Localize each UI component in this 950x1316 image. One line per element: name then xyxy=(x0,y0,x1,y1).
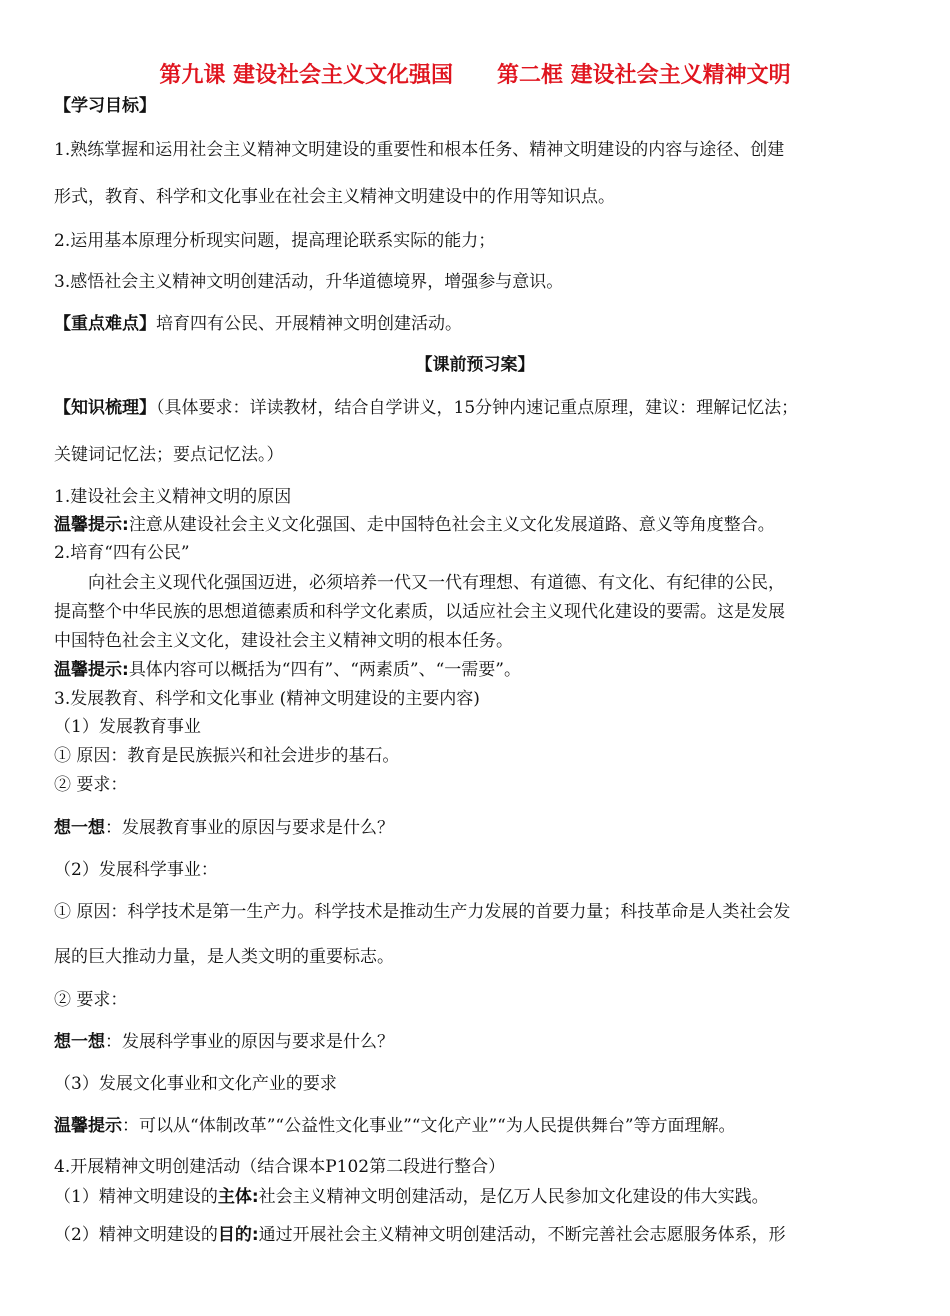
sec3-edu-reason: ① 原因：教育是民族振兴和社会进步的基石。 xyxy=(54,746,400,766)
sec3-cul-tip-text: ：可以从“体制改革”“公益性文化事业”“文化产业”“为人民提供舞台”等方面理解。 xyxy=(122,1116,736,1136)
key-points-text: 培育四有公民、开展精神文明创建活动。 xyxy=(156,314,462,334)
sec4-point-1 xyxy=(54,1186,902,1208)
title-section: 第二框 建设社会主义精神文明 xyxy=(497,63,791,88)
sec2-para-line-2: 提高整个中华民族的思想道德素质和科学文化素质，以适应社会主义现代化建设的要需。这是发展 xyxy=(54,602,785,622)
sec2-tip-label: 温馨提示: xyxy=(54,660,129,680)
sec3-title: 3.发展教育、科学和文化事业 (精神文明建设的主要内容) xyxy=(54,689,480,709)
sec3-sci-think-text: ：发展科学事业的原因与要求是什么？ xyxy=(105,1032,394,1052)
sec2-para-line-3: 中国特色社会主义文化，建设社会主义精神文明的根本任务。 xyxy=(54,631,513,651)
sec3-edu-think-label: 想一想 xyxy=(54,818,105,838)
sec3-sci-think-label: 想一想 xyxy=(54,1032,105,1052)
sec3-edu-think xyxy=(54,817,902,839)
sec3-edu-req: ② 要求： xyxy=(54,775,128,795)
knowledge-requirements xyxy=(54,397,902,419)
sec4-point-2-keyword: 目的: xyxy=(217,1225,259,1245)
sec3-cul-tip xyxy=(54,1115,902,1137)
sec4-point-2 xyxy=(54,1224,902,1246)
knowledge-req-line-2: 关键词记忆法；要点记忆法。） xyxy=(54,445,284,465)
knowledge-label: 【知识梳理】 xyxy=(54,398,156,418)
sec1-tip xyxy=(54,514,902,536)
sec3-sci-reason-line-1: ① 原因：科学技术是第一生产力。科学技术是推动生产力发展的首要力量；科技革命是人类社会发 xyxy=(54,902,791,922)
sec4-point-1-keyword: 主体: xyxy=(217,1187,259,1207)
sec3-sci-req: ② 要求： xyxy=(54,990,128,1010)
sec1-title: 1.建设社会主义精神文明的原因 xyxy=(54,487,292,507)
objective-item-3: 3.感悟社会主义精神文明创建活动，升华道德境界，增强参与意识。 xyxy=(54,272,564,292)
sec3-edu-think-text: ：发展教育事业的原因与要求是什么？ xyxy=(105,818,394,838)
sec3-edu-title: （1）发展教育事业 xyxy=(54,717,201,737)
sec4-point-1-prefix: （1）精神文明建设的 xyxy=(54,1187,218,1207)
sec4-point-1-text: 社会主义精神文明创建活动，是亿万人民参加文化建设的伟大实践。 xyxy=(258,1187,769,1207)
sec4-point-2-prefix: （2）精神文明建设的 xyxy=(54,1225,218,1245)
sec3-sci-reason-line-2: 展的巨大推动力量，是人类文明的重要标志。 xyxy=(54,947,394,967)
sec2-para-line-1: 向社会主义现代化强国迈进，必须培养一代又一代有理想、有道德、有文化、有纪律的公民， xyxy=(88,573,785,593)
sec3-sci-think xyxy=(54,1031,902,1053)
preview-heading: 【课前预习案】 xyxy=(415,355,535,375)
objective-item-2: 2.运用基本原理分析现实问题，提高理论联系实际的能力； xyxy=(54,231,496,251)
sec3-cul-tip-label: 温馨提示 xyxy=(54,1116,122,1136)
sec3-sci-title: （2）发展科学事业： xyxy=(54,860,218,880)
sec4-point-2-text: 通过开展社会主义精神文明创建活动，不断完善社会志愿服务体系，形 xyxy=(258,1225,786,1245)
sec4-title: 4.开展精神文明创建活动（结合课本P102第二段进行整合） xyxy=(54,1157,506,1177)
knowledge-req-line-1: （具体要求：详读教材，结合自学讲义，15分钟内速记重点原理，建议：理解记忆法； xyxy=(156,398,799,418)
sec2-tip xyxy=(54,659,902,681)
sec3-cul-title: （3）发展文化事业和文化产业的要求 xyxy=(54,1074,337,1094)
sec1-tip-text: 注意从建设社会主义文化强国、走中国特色社会主义文化发展道路、意义等角度整合。 xyxy=(128,515,775,535)
sec2-tip-text: 具体内容可以概括为“四有”、“两素质”、“一需要”。 xyxy=(128,660,521,680)
key-points xyxy=(54,313,902,335)
title-lesson: 第九课 建设社会主义文化强国 xyxy=(159,63,453,88)
sec2-title: 2.培育“四有公民” xyxy=(54,543,190,563)
objective-item-1-cont: 形式，教育、科学和文化事业在社会主义精神文明建设中的作用等知识点。 xyxy=(54,187,615,207)
sec1-tip-label: 温馨提示: xyxy=(54,515,129,535)
key-points-label: 【重点难点】 xyxy=(54,314,156,334)
page-title xyxy=(0,62,950,90)
objective-item-1: 1.熟练掌握和运用社会主义精神文明建设的重要性和根本任务、精神文明建设的内容与途径、创建 xyxy=(54,140,785,160)
objectives-heading: 【学习目标】 xyxy=(54,96,156,116)
